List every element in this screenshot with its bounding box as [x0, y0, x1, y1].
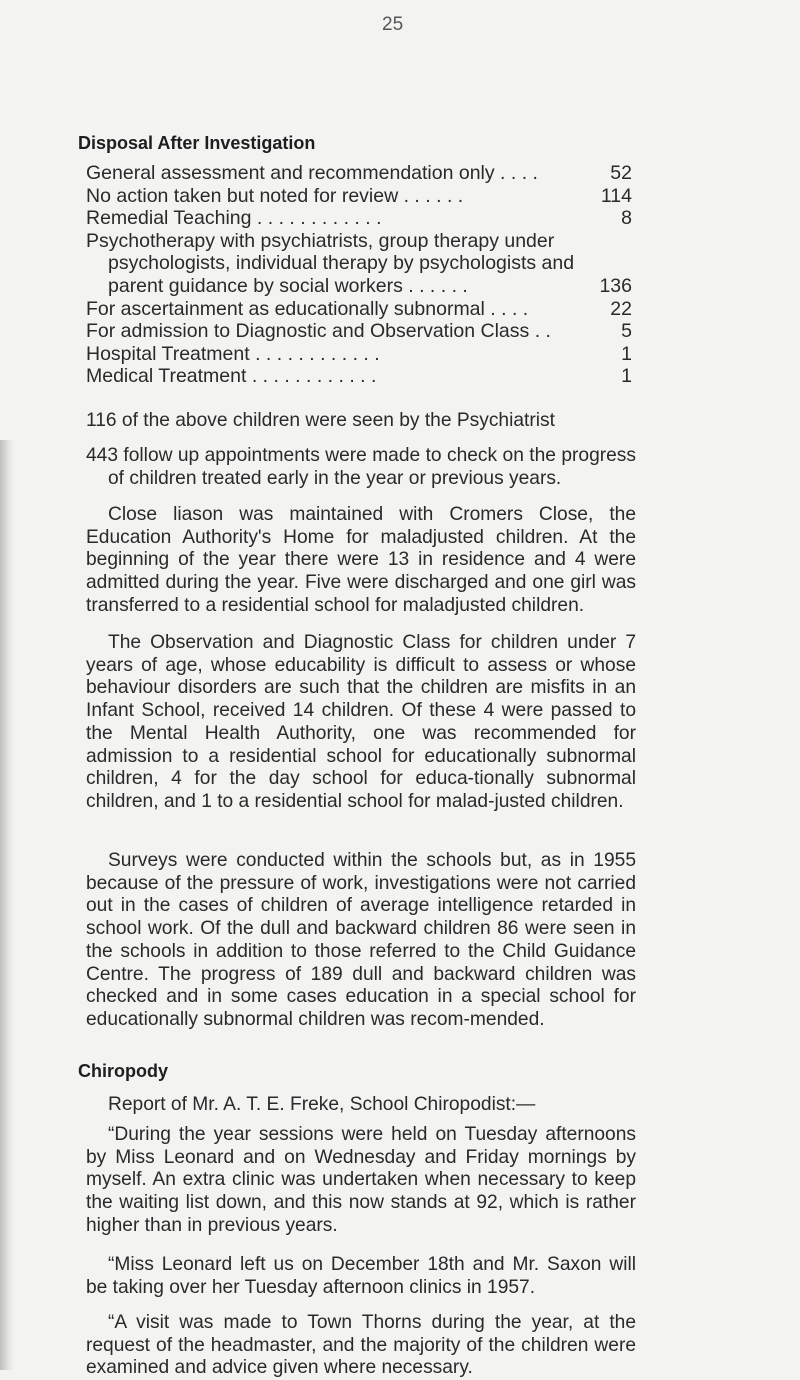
paragraph-observation-class: The Observation and Diagnostic Class for children under 7 years of age, whose educability is difficult to assess or whose behaviour disorders are such that the children are misfits in an Infant School, received 14 children. Of these 4 were passed to the Mental Health Authority, one was recommended for admission to a residential school for educationally subnormal children, 4 for the day school for educa-tionally subnormal children, and 1 to a residential school for malad-justed children.: [86, 632, 636, 812]
section-heading-chiropody: Chiropody: [78, 1061, 168, 1081]
disposal-table: [86, 162, 632, 388]
table-row: [86, 343, 632, 366]
table-row: [86, 207, 632, 230]
paragraph-chiropody-report: Report of Mr. A. T. E. Freke, School Chiropodist:—: [108, 1094, 536, 1115]
row-value: 114: [600, 184, 632, 207]
paragraph-surveys: Surveys were conducted within the schools but, as in 1955 because of the pressure of work, investigations were not carried out in the cases of children of average intelligence retarded in school work. Of the dull and backward children 86 were seen in the schools in addition to those referred to the Child Guidance Centre. The progress of 189 dull and backward children was checked and in some cases education in a special school for educationally subnormal children was recom-mended.: [86, 850, 636, 1030]
row-value: 22: [610, 297, 632, 320]
paragraph-follow-up: 443 follow up appointments were made to check on the progress of children treated early in the year or previous years.: [86, 445, 636, 489]
table-row: [86, 298, 632, 321]
paragraph-chiropody-visit: “A visit was made to Town Thorns during the year, at the request of the headmaster, and the majority of the children were examined and advice given where necessary.: [86, 1312, 636, 1379]
paragraph-cromers-close: Close liason was maintained with Cromers Close, the Education Authority's Home for maladjusted children. At the beginning of the year there were 13 in residence and 4 were admitted during the year. Five were discharged and one girl was transferred to a residential school for maladjusted children.: [86, 504, 636, 616]
table-row: [86, 185, 632, 208]
table-row: [86, 365, 632, 388]
row-value: 52: [610, 162, 632, 184]
paragraph-chiropody-sessions: “During the year sessions were held on Tuesday afternoons by Miss Leonard and on Wednesday and Friday mornings by myself. An extra clinic was undertaken when necessary to keep the waiting list down, and this now stands at 92, which is rather higher than in previous years.: [86, 1124, 636, 1236]
row-label: For ascertainment as educationally subnormal . . . .: [86, 297, 529, 320]
row-value: 136: [599, 274, 632, 297]
section-heading-disposal: Disposal After Investigation: [78, 133, 316, 153]
row-label: No action taken but noted for review . . . . . .: [86, 184, 464, 207]
row-label: Medical Treatment . . . . . . . . . . . .: [86, 365, 377, 388]
row-value: 5: [621, 320, 632, 343]
page-number: 25: [382, 14, 404, 35]
paragraph-chiropody-leonard: “Miss Leonard left us on December 18th and Mr. Saxon will be taking over her Tuesday afternoon clinics in 1957.: [86, 1254, 636, 1298]
row-label: Hospital Treatment . . . . . . . . . . . .: [86, 342, 380, 365]
table-row: [86, 230, 632, 298]
row-label: Psychotherapy with psychiatrists, group therapy under psychologists, individual therapy by psychologists and parent guidance by social workers . . . . . .: [86, 229, 575, 297]
paragraph-psychiatrist: 116 of the above children were seen by the Psychiatrist: [86, 410, 555, 431]
row-label: For admission to Diagnostic and Observation Class . .: [86, 320, 551, 343]
row-label: General assessment and recommendation only . . . .: [86, 162, 538, 184]
row-value: 8: [621, 207, 632, 230]
page-binding-shadow: [0, 440, 14, 1370]
row-value: 1: [621, 342, 632, 365]
row-value: 1: [621, 365, 632, 388]
table-row: [86, 320, 632, 343]
table-row: [86, 162, 632, 185]
row-label: Remedial Teaching . . . . . . . . . . . .: [86, 207, 382, 230]
